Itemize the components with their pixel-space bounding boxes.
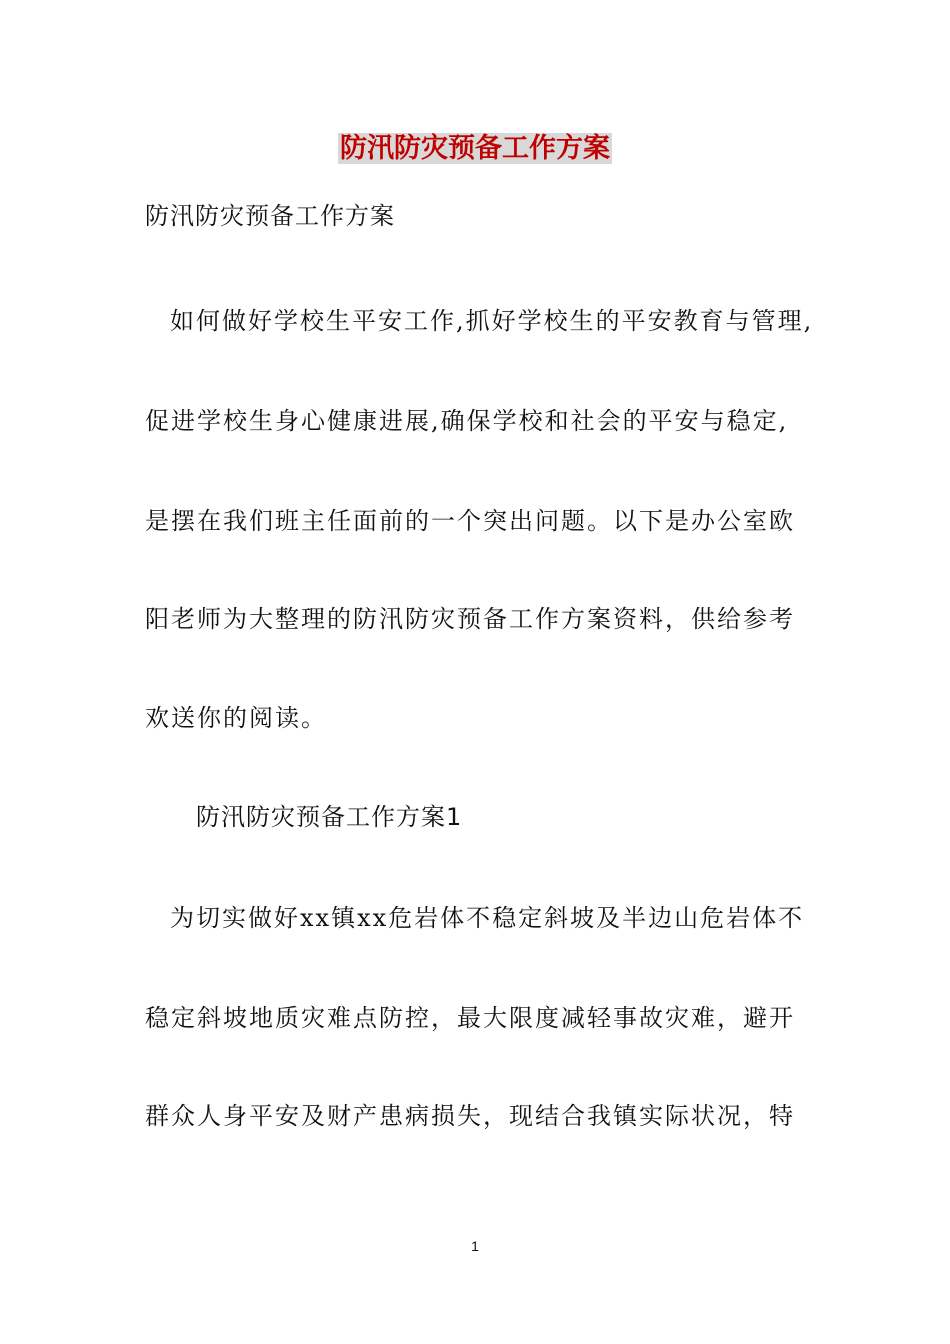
page-number: 1 [471,1238,479,1254]
document-title [0,130,950,168]
intro-line-2: 促进学校生身心健康进展,确保学校和社会的平安与稳定, [145,407,789,435]
document-subtitle: 防汛防灾预备工作方案 [145,202,395,230]
intro-line-1: 如何做好学校生平安工作,抓好学校生的平安教育与管理, [170,307,814,335]
intro-line-5: 欢送你的阅读。 [145,704,327,732]
body-line-3: 群众人身平安及财产患病损失，现结合我镇实际状况，特 [145,1102,795,1130]
intro-line-3: 是摆在我们班主任面前的一个突出问题。以下是办公室欧 [145,507,795,535]
section-heading: 防汛防灾预备工作方案1 [196,803,463,831]
document-title-text: 防汛防灾预备工作方案 [340,133,610,164]
body-line-1: 为切实做好xx镇xx危岩体不稳定斜坡及半边山危岩体不 [170,904,805,932]
intro-line-4: 阳老师为大整理的防汛防灾预备工作方案资料，供给参考 [145,605,795,633]
body-line-2: 稳定斜坡地质灾难点防控，最大限度减轻事故灾难，避开 [145,1004,795,1032]
